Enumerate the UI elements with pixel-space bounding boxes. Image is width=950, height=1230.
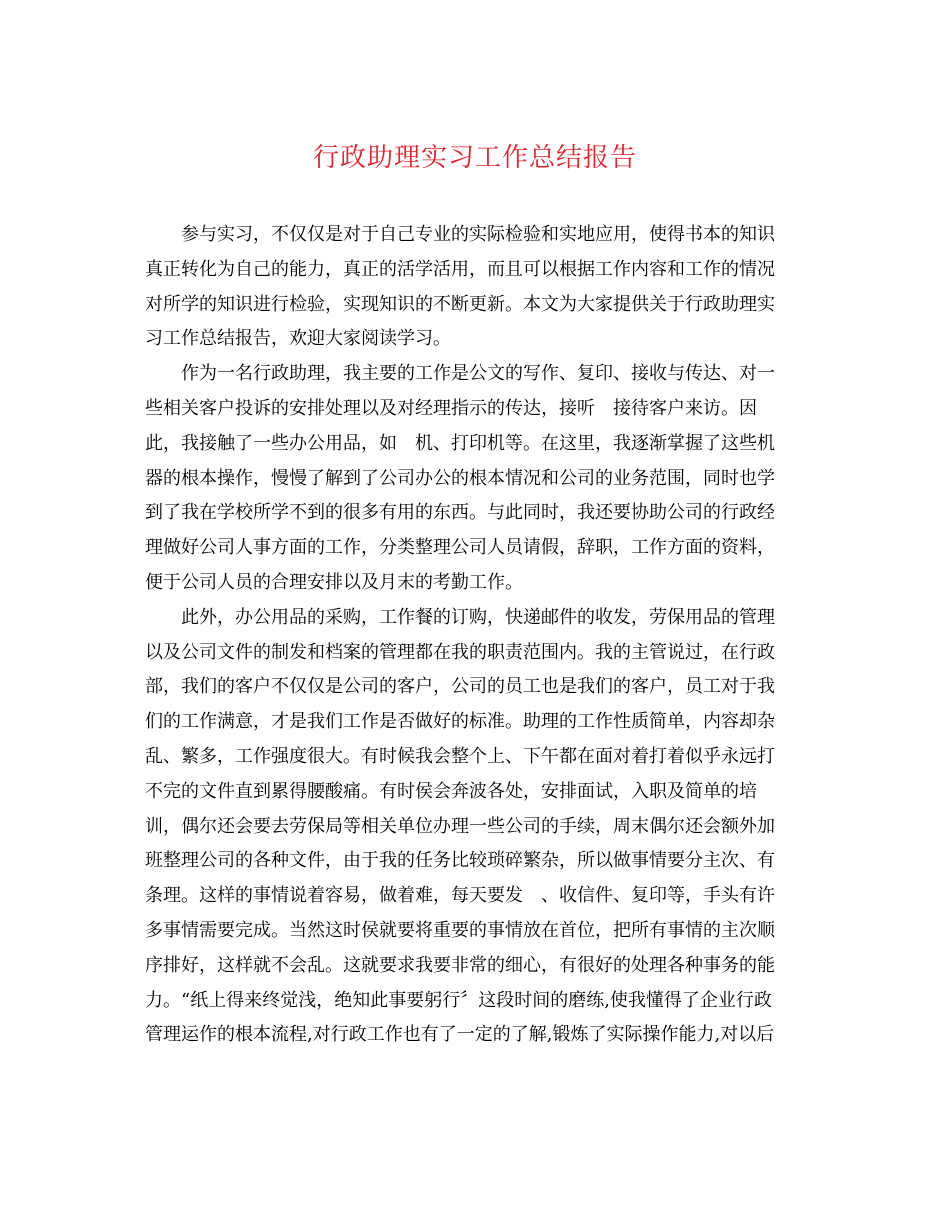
body-line: 此外，办公用品的采购，工作餐的订购，快递邮件的收发，劳保用品的管理 — [181, 606, 775, 628]
body-line: 力。“纸上得来终觉浅，绝知此事要躬行〞这段时间的磨练,使我懂得了企业行政 — [145, 989, 772, 1011]
body-line: 参与实习，不仅仅是对于自己专业的实际检验和实地应用，使得书本的知识 — [181, 224, 775, 245]
body-line: 真正转化为自己的能力，真正的活学活用，而且可以根据工作内容和工作的情况 — [145, 258, 775, 280]
document-body — [145, 218, 805, 1053]
body-line: 多事情需要完成。当然这时侯就要将重要的事情放在首位，把所有事情的主次顺 — [145, 919, 775, 941]
body-line: 此，我接触了一些办公用品，如 机、打印机等。在这里，我逐渐掌握了这些机 — [145, 432, 775, 454]
body-line: 到了我在学校所学不到的很多有用的东西。与此同时，我还要协助公司的行政经 — [145, 502, 775, 524]
body-line: 班整理公司的各种文件，由于我的任务比较琐碎繁杂，所以做事情要分主次、有 — [145, 850, 775, 872]
body-line: 序排好，这样就不会乱。这就要求我要非常的细心，有很好的处理各种事务的能 — [145, 954, 775, 976]
body-line: 作为一名行政助理，我主要的工作是公文的写作、复印、接收与传达、对一 — [181, 363, 775, 385]
body-line: 便于公司人员的合理安排以及月末的考勤工作。 — [145, 571, 523, 593]
body-line: 训，偶尔还会要去劳保局等相关单位办理一些公司的手续，周末偶尔还会额外加 — [145, 815, 775, 837]
body-line: 习工作总结报告，欢迎大家阅读学习。 — [145, 328, 451, 350]
body-line: 部，我们的客户不仅仅是公司的客户，公司的员工也是我们的客户，员工对于我 — [145, 676, 775, 698]
body-line: 些相关客户投诉的安排处理以及对经理指示的传达，接听 接待客户来访。因 — [145, 397, 757, 419]
body-line: 条理。这样的事情说着容易，做着难，每天要发 、收信件、复印等，手头有许 — [145, 885, 775, 907]
body-line: 以及公司文件的制发和档案的管理都在我的职责范围内。我的主管说过，在行政 — [145, 641, 775, 663]
document-title: 行政助理实习工作总结报告 — [312, 143, 637, 173]
body-line: 理做好公司人事方面的工作，分类整理公司人员请假，辞职，工作方面的资料， — [145, 537, 775, 559]
body-line: 管理运作的根本流程,对行政工作也有了一定的了解,锻炼了实际操作能力,对以后 — [145, 1024, 775, 1046]
body-line: 乱、繁多，工作强度很大。有时候我会整个上、下午都在面对着打着似乎永远打 — [145, 745, 775, 767]
body-line: 对所学的知识进行检验，实现知识的不断更新。本文为大家提供关于行政助理实 — [145, 293, 775, 315]
body-line: 器的根本操作，慢慢了解到了公司办公的根本情况和公司的业务范围，同时也学 — [145, 467, 775, 489]
body-line: 们的工作满意，才是我们工作是否做好的标准。助理的工作性质简单，内容却杂 — [145, 711, 775, 733]
body-line: 不完的文件直到累得腰酸痛。有时侯会奔波各处，安排面试，入职及简单的培 — [145, 780, 757, 802]
